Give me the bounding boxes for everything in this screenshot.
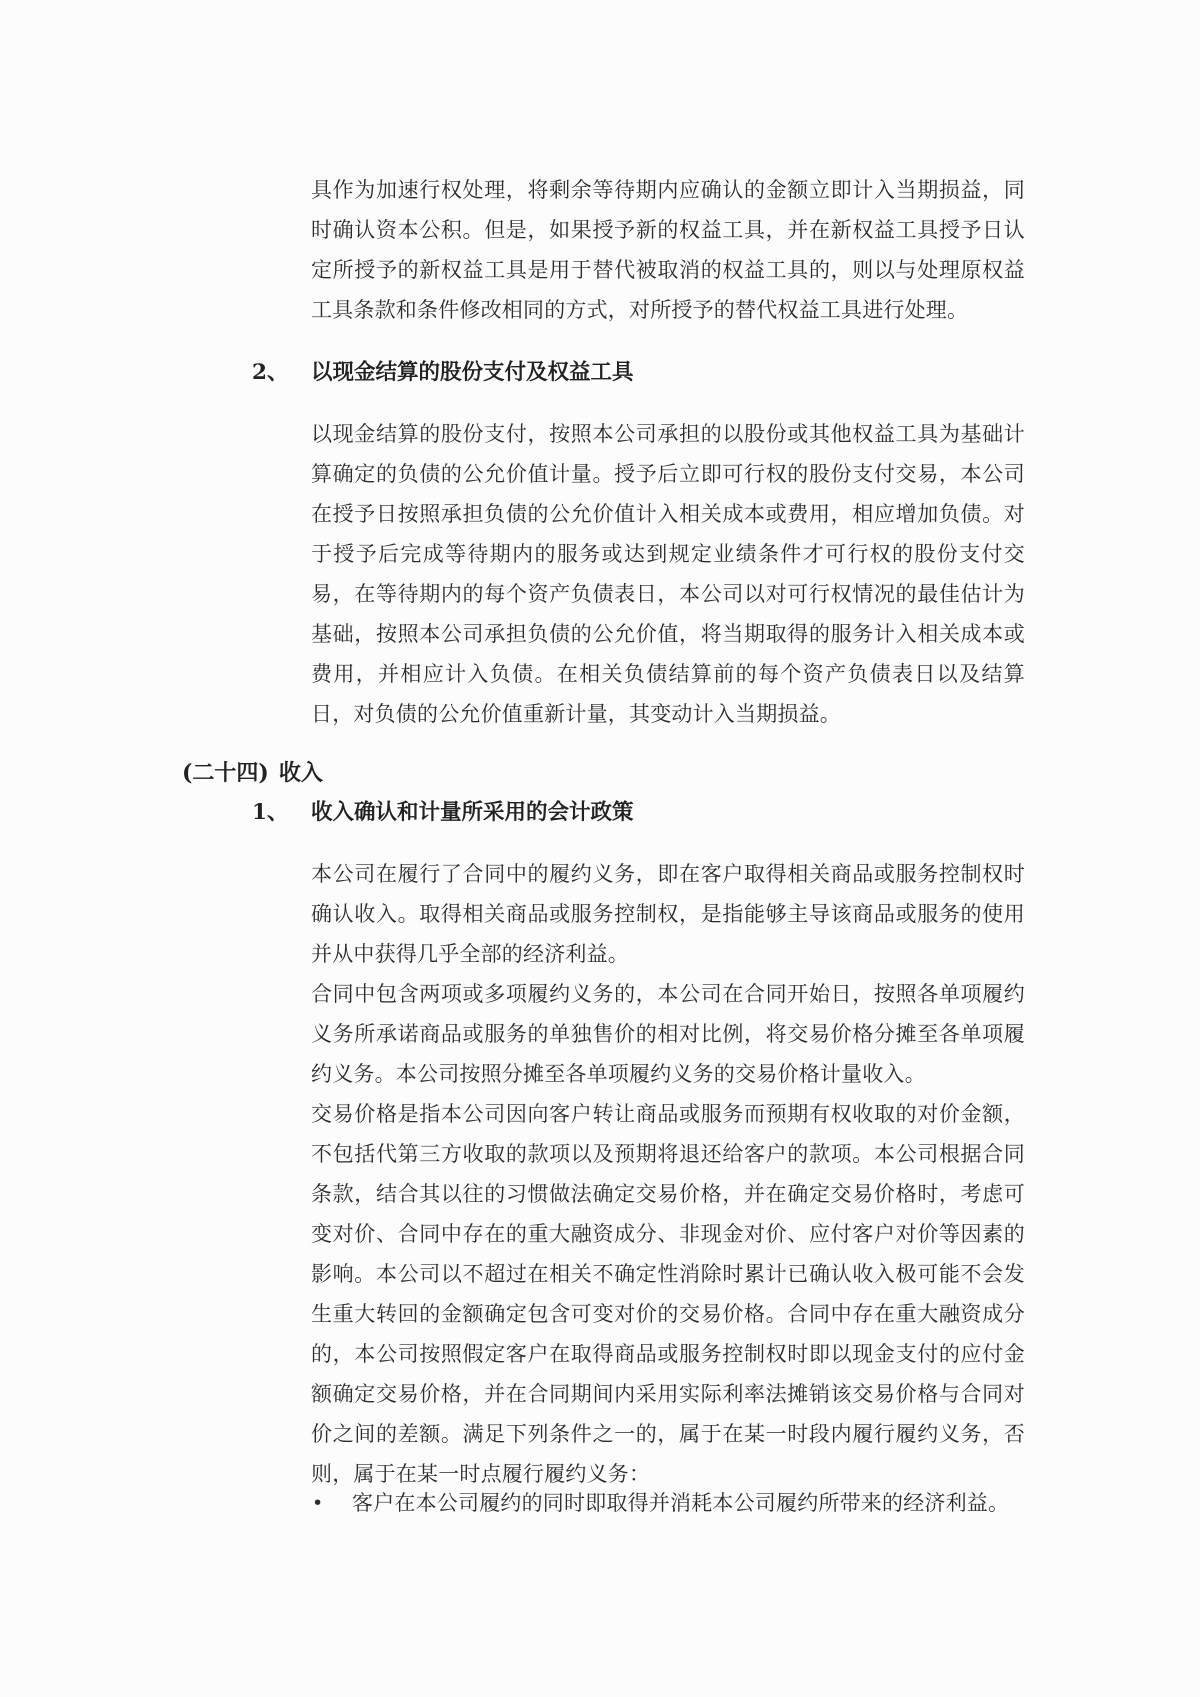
subsection-number: 1、 (252, 800, 289, 825)
subsection-title: 以现金结算的股份支付及权益工具 (311, 360, 634, 385)
chapter-title: 收入 (278, 760, 323, 786)
revenue-paragraph-3: 交易价格是指本公司因向客户转让商品或服务而预期有权收取的对价金额，不包括代第三方收取的款项以及预期将退还给客户的款项。本公司根据合同条款，结合其以往的习惯做法确定交易价格，并在确定交易价格时，考虑可变对价、合同中存在的重大融资成分、非现金对价、应付客户对价等因素的影响。本公司以不超过在相关不确定性消除时累计已确认收入极可能不会发生重大转回的金额确定包含可变对价的交易价格。合同中存在重大融资成分的，本公司按照假定客户在取得商品或服务控制权时即以现金支付的应付金额确定交易价格，并在合同期间内采用实际利率法摊销该交易价格与合同对价之间的差额。满足下列条件之一的，属于在某一时段内履行履约义务，否则，属于在某一时点履行履约义务： (311, 1102, 1025, 1486)
chapter-label: (二十四) (182, 760, 269, 786)
bullet-text: 客户在本公司履约的同时即取得并消耗本公司履约所带来的经济利益。 (352, 1491, 1010, 1515)
bullet-item (312, 1483, 1026, 1523)
subsection-heading-cash-settled (252, 353, 634, 393)
revenue-paragraph-2: 合同中包含两项或多项履约义务的，本公司在合同开始日，按照各单项履约义务所承诺商品或服务的单独售价的相对比例，将交易价格分摊至各单项履约义务。本公司按照分摊至各单项履约义务的交易价格计量收入。 (311, 982, 1025, 1086)
cash-settled-paragraph: 以现金结算的股份支付，按照本公司承担的以股份或其他权益工具为基础计算确定的负债的公允价值计量。授予后立即可行权的股份支付交易，本公司在授予日按照承担负债的公允价值计入相关成本或费用，相应增加负债。对于授予后完成等待期内的服务或达到规定业绩条件才可行权的股份支付交易，在等待期内的每个资产负债表日，本公司以对可行权情况的最佳估计为基础，按照本公司承担负债的公允价值，将当期取得的服务计入相关成本或费用，并相应计入负债。在相关负债结算前的每个资产负债表日以及结算日，对负债的公允价值重新计量，其变动计入当期损益。 (311, 422, 1025, 726)
continuation-paragraph: 具作为加速行权处理，将剩余等待期内应确认的金额立即计入当期损益，同时确认资本公积。但是，如果授予新的权益工具，并在新权益工具授予日认定所授予的新权益工具是用于替代被取消的权益工具的，则以与处理原权益工具条款和条件修改相同的方式，对所授予的替代权益工具进行处理。 (311, 178, 1025, 322)
revenue-paragraph-1: 本公司在履行了合同中的履约义务，即在客户取得相关商品或服务控制权时确认收入。取得相关商品或服务控制权，是指能够主导该商品或服务的使用并从中获得几乎全部的经济利益。 (311, 862, 1025, 966)
subsection-heading-policy (252, 793, 634, 833)
chapter-heading-revenue (182, 753, 323, 793)
subsection-number: 2、 (252, 360, 289, 385)
subsection-title: 收入确认和计量所采用的会计政策 (311, 800, 634, 825)
bullet-icon: • (312, 1492, 324, 1514)
